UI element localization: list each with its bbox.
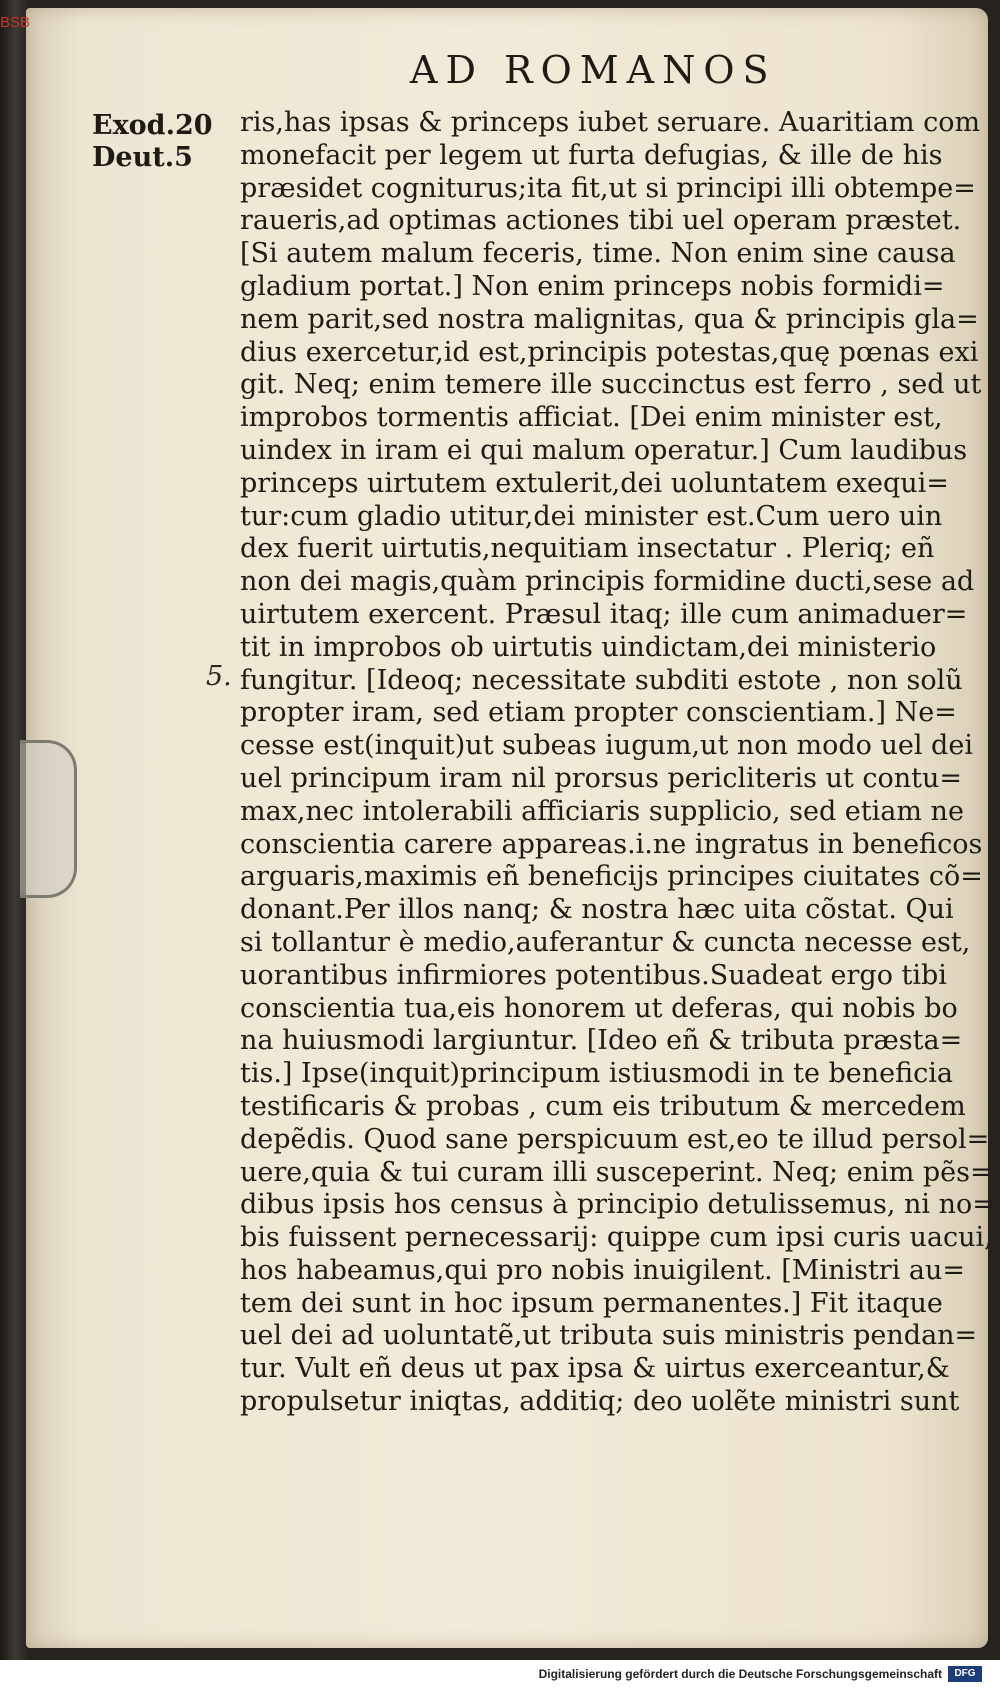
text-line: hos habeamus,qui pro nobis inuigilent. [Ministri au= [240,1254,966,1286]
text-line: conscientia tua,eis honorem ut deferas, qui nobis bo [240,992,958,1024]
text-line: præsidet cogniturus;ita fit,ut si principi illi obtempe= [240,172,976,204]
text-line: dex fuerit uirtutis,nequitiam insectatur . Pleriq; eñ [240,533,935,565]
library-mark: BSB [0,14,31,31]
dfg-logo: DFG [948,1666,982,1682]
text-line: dius exercetur,id est,principis potestas,quę pœnas exi [240,336,979,368]
text-line: ris,has ipsas & princeps iubet seruare. Auaritiam com [240,107,981,138]
text-line: tur. Vult eñ deus ut pax ipsa & uirtus exerceantur,& [240,1353,950,1385]
text-line: gladium portat.] Non enim princeps nobis formidi= [240,270,945,302]
page-clasp [20,740,77,898]
text-line: tur:cum gladio utitur,dei minister est.Cum uero uin [240,500,943,532]
text-line: monefacit per legem ut furta defugias, & ille de his [240,139,943,171]
text-line: uere,quia & tui curam illi susceperint. Neq; enim pẽs= [240,1156,993,1188]
text-line: princeps uirtutem extulerit,dei uoluntatem exequi= [240,467,949,499]
text-line: nem parit,sed nostra malignitas, qua & principis gla= [240,303,979,335]
text-line: propter iram, sed etiam propter conscientiam.] Ne= [240,697,957,729]
text-line: uirtutem exercent. Præsul itaq; ille cum animaduer= [240,598,968,630]
running-header: AD ROMANOS [410,48,777,92]
footer-bar [0,1662,1000,1687]
text-line: tis.] Ipse(inquit)principum istiusmodi in te beneficia [240,1058,953,1090]
text-line: uel principum iram nil prorsus pericliteris ut contu= [240,762,962,794]
text-line: uindex in iram ei qui malum operatur.] Cum laudibus [240,434,968,466]
text-line: na huiusmodi largiuntur. [Ideo eñ & tributa præsta= [240,1025,963,1057]
text-line: fungitur. [Ideoq; necessitate subditi estote , non solũ [240,664,963,696]
body-text [240,107,995,1419]
text-line: arguaris,maximis eñ beneficijs principes ciuitates cõ= [240,861,983,893]
text-line: depẽdis. Quod sane perspicuum est,eo te illud persol= [240,1123,990,1155]
text-line: bis fuissent pernecessarij: quippe cum ipsi curis uacui, [240,1222,993,1254]
text-line: testificaris & probas , cum eis tributum & mercedem [240,1090,966,1122]
dfg-credit: Digitalisierung gefördert durch die Deutsche Forschungsgemeinschaft [538,1667,942,1681]
text-line: non dei magis,quàm principis formidine ducti,sese ad [240,566,975,598]
verse-number: 5. [206,661,232,692]
margin-note-deuteronomy: Deut.5 [92,142,193,173]
text-line: raueris,ad optimas actiones tibi uel operam præstet. [240,205,962,237]
text-line: [Si autem malum feceris, time. Non enim sine causa [240,238,956,270]
text-line: donant.Per illos nanq; & nostra hæc uita cõstat. Qui [240,894,954,926]
text-line: propulsetur iniqtas, additiq; deo uolẽte ministri sunt [240,1386,960,1418]
text-line: tem dei sunt in hoc ipsum permanentes.] Fit itaque [240,1287,943,1319]
text-line: max,nec intolerabili afficiaris supplicio, sed etiam ne [240,795,964,827]
text-line: si tollantur è medio,auferantur & cuncta necesse est, [240,926,971,958]
text-line: conscientia carere appareas.i.ne ingratus in beneficos [240,828,983,860]
margin-note-exodus: Exod.20 [92,110,213,141]
text-line: improbos tormentis afficiat. [Dei enim minister est, [240,402,943,434]
text-line: uel dei ad uoluntatẽ,ut tributa suis ministris pendan= [240,1320,978,1352]
text-line: git. Neq; enim temere ille succinctus est ferro , sed ut [240,369,982,401]
text-line: dibus ipsis hos census à principio detulissemus, ni no= [240,1189,995,1221]
text-line: cesse est(inquit)ut subeas iugum,ut non modo uel dei [240,730,973,762]
text-line: uorantibus infirmiores potentibus.Suadeat ergo tibi [240,959,947,991]
text-line: tit in improbos ob uirtutis uindictam,dei ministerio [240,631,937,663]
